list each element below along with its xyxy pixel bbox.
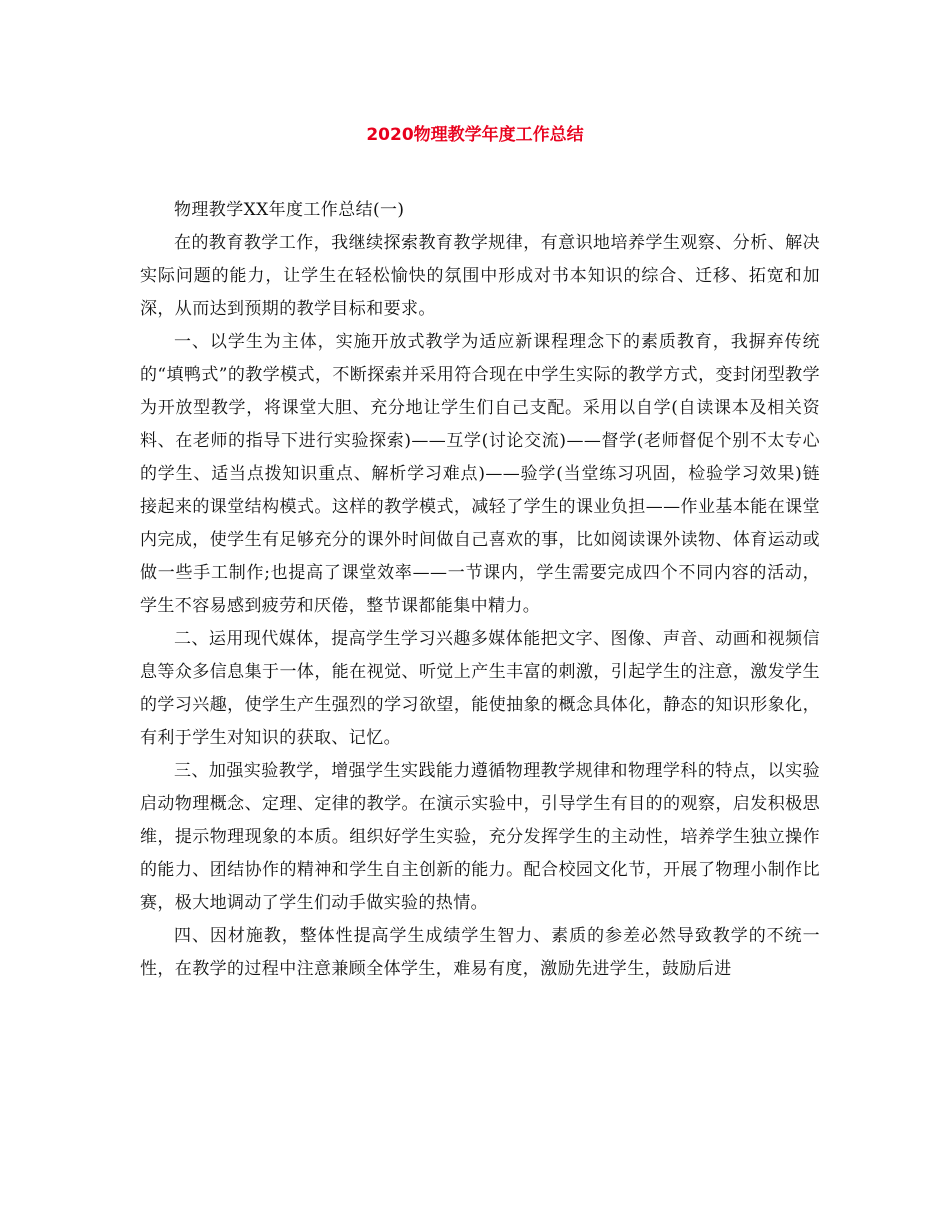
document-body bbox=[140, 194, 820, 986]
document-title: 2020物理教学年度工作总结 bbox=[366, 125, 584, 145]
paragraph-point-2: 二、运用现代媒体，提高学生学习兴趣多媒体能把文字、图像、声音、动画和视频信息等众多信息集于一体，能在视觉、听觉上产生丰富的刺激，引起学生的注意，激发学生的学习兴趣，使学生产生强烈的学习欲望，能使抽象的概念具体化，静态的知识形象化，有利于学生对知识的获取、记忆。 bbox=[140, 629, 820, 748]
paragraph-intro: 在的教育教学工作，我继续探索教育教学规律，有意识地培养学生观察、分析、解决实际问题的能力，让学生在轻松愉快的氛围中形成对书本知识的综合、迁移、拓宽和加深，从而达到预期的教学目标和要求。 bbox=[140, 233, 820, 319]
section-heading: 物理教学XX年度工作总结(一) bbox=[174, 200, 405, 220]
paragraph-point-1: 一、以学生为主体，实施开放式教学为适应新课程理念下的素质教育，我摒弃传统的“填鸭式”的教学模式，不断探索并采用符合现在中学生实际的教学方式，变封闭型教学为开放型教学，将课堂大胆、充分地让学生们自己支配。采用以自学(自读课本及相关资料、在老师的指导下进行实验探索)——互学(讨论交流)——督学(老师督促个别不太专心的学生、适当点拨知识重点、解析学习难点)——验学(当堂练习巩固，检验学习效果)链接起来的课堂结构模式。这样的教学模式，减轻了学生的课业负担——作业基本能在课堂内完成，使学生有足够充分的课外时间做自己喜欢的事，比如阅读课外读物、体育运动或做一些手工制作;也提高了课堂效率——一节课内，学生需要完成四个不同内容的活动，学生不容易感到疲劳和厌倦，整节课都能集中精力。 bbox=[140, 332, 820, 616]
paragraph-point-4: 四、因材施教，整体性提高学生成绩学生智力、素质的参差必然导致教学的不统一性，在教学的过程中注意兼顾全体学生，难易有度，激励先进学生，鼓励后进 bbox=[140, 926, 820, 979]
paragraph-point-3: 三、加强实验教学，增强学生实践能力遵循物理教学规律和物理学科的特点，以实验启动物理概念、定理、定律的教学。在演示实验中，引导学生有目的的观察，启发积极思维，提示物理现象的本质。组织好学生实验，充分发挥学生的主动性，培养学生独立操作的能力、团结协作的精神和学生自主创新的能力。配合校园文化节，开展了物理小制作比赛，极大地调动了学生们动手做实验的热情。 bbox=[140, 761, 820, 913]
